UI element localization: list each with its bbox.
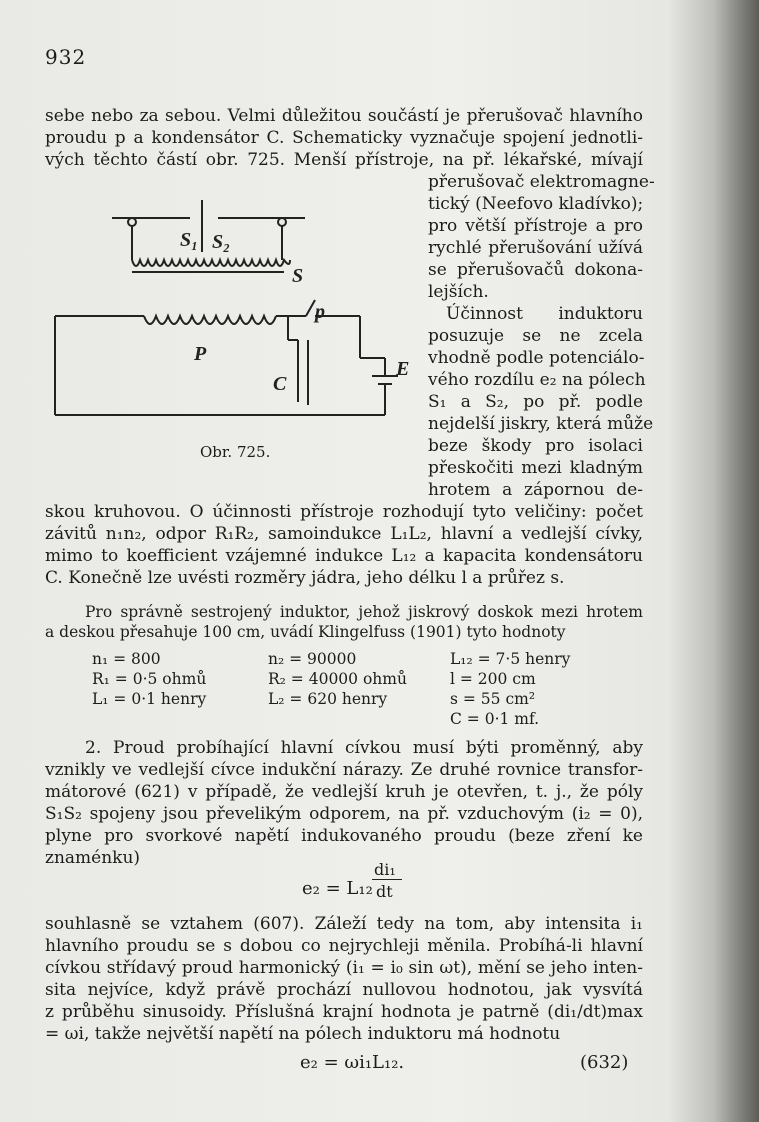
label-p-interrupter: p (315, 301, 325, 323)
label-s2: S₂ (212, 231, 231, 253)
text-line: tický (Neefovo kladívko); (428, 194, 644, 214)
table-cell: l = 200 cm (450, 670, 536, 688)
text-line: lejších. (428, 282, 489, 302)
table-cell: n₁ = 800 (92, 650, 161, 668)
text-line: závitů n₁n₂, odpor R₁R₂, samoindukce L₁L₂, hlavní a vedlejší cívky, (45, 524, 643, 544)
table-cell: L₁₂ = 7·5 henry (450, 650, 571, 668)
text-line: proudu p a kondensátor C. Schematicky vyznačuje spojení jednotli- (45, 128, 643, 148)
text-line: souhlasně se vztahem (607). Záleží tedy na tom, aby intensita i₁ (45, 914, 643, 934)
text-line: z průběhu sinusoidy. Příslušná krajní hodnota je patrně (di₁/dt)max (45, 1002, 643, 1022)
text-line: Pro správně sestrojený induktor, jehož jiskrový doskok mezi hrotem (85, 603, 643, 621)
table-cell: L₁ = 0·1 henry (92, 690, 207, 708)
text-line: plyne pro svorkové napětí indukovaného proudu (beze zření ke (45, 826, 643, 846)
text-line: přerušovač elektromagne- (428, 172, 655, 192)
text-line: = ωi, takže největší napětí na pólech induktoru má hodnotu (45, 1024, 561, 1044)
text-line: hlavního proudu se s dobou co nejrychleji měnila. Probíhá-li hlavní (45, 936, 643, 956)
text-line: skou kruhovou. O účinnosti přístroje rozhodují tyto veličiny: počet (45, 502, 643, 522)
text-line: znaménku) (45, 848, 141, 868)
equation-1-numerator: di₁ (374, 860, 396, 879)
label-s1: S₁ (180, 229, 199, 251)
text-line: beze škody pro isolaci (428, 436, 643, 456)
text-line: mimo to koefficient vzájemné indukce L₁₂ a kapacita kondensátoru (45, 546, 643, 566)
table-cell: R₁ = 0·5 ohmů (92, 670, 207, 688)
text-line: nejdelší jiskry, která může (428, 414, 654, 434)
text-line: rychlé přerušování užívá (428, 238, 643, 258)
label-c: C (273, 373, 287, 395)
text-line: vých těchto částí obr. 725. Menší přístroje, na př. lékařské, mívají (45, 150, 643, 170)
table-cell: L₂ = 620 henry (268, 690, 388, 708)
text-line: 2. Proud probíhající hlavní cívkou musí býti proměnný, aby (85, 738, 643, 758)
table-cell: R₂ = 40000 ohmů (268, 670, 407, 688)
label-p-primary: P (194, 343, 207, 365)
text-line: posuzuje se ne zcela (428, 326, 643, 346)
induction-coil-diagram (40, 190, 430, 430)
figure-caption: Obr. 725. (200, 443, 271, 461)
table-cell: n₂ = 90000 (268, 650, 357, 668)
text-line: a deskou přesahuje 100 cm, uvádí Klingelfuss (1901) tyto hodnoty (45, 623, 566, 641)
text-line: pro větší přístroje a pro (428, 216, 643, 236)
text-line: Účinnost induktoru (446, 304, 643, 324)
text-line: sebe nebo za sebou. Velmi důležitou součástí je přerušovač hlavního (45, 106, 643, 126)
text-line: sita nejvíce, když právě prochází nullovou hodnotou, jak vysvítá (45, 980, 643, 1000)
text-line: S₁S₂ spojeny jsou převelikým odporem, na př. vzduchovým (i₂ = 0), (45, 804, 643, 824)
equation-1-denominator: dt (376, 882, 393, 901)
equation-1-lhs: e₂ = L₁₂ (302, 878, 373, 899)
page-number: 932 (45, 45, 87, 69)
text-line: hrotem a zápornou de- (428, 480, 643, 500)
text-line: přeskočiti mezi kladným (428, 458, 643, 478)
text-line: vého rozdílu e₂ na pólech (428, 370, 646, 390)
text-line: C. Konečně lze uvésti rozměry jádra, jeho délku l a průřez s. (45, 568, 565, 588)
text-line: cívkou střídavý proud harmonický (i₁ = i₀ sin ωt), mění se jeho inten- (45, 958, 643, 978)
equation-number: (632) (580, 1052, 629, 1073)
text-line: S₁ a S₂, po př. podle (428, 392, 643, 412)
equation-2: e₂ = ωi₁L₁₂. (300, 1052, 405, 1073)
label-s: S (292, 265, 304, 287)
text-line: vhodně podle potenciálo- (428, 348, 645, 368)
table-cell: C = 0·1 mf. (450, 710, 540, 728)
text-line: vznikly ve vedlejší cívce indukční nárazy. Ze druhé rovnice transfor- (45, 760, 643, 780)
label-e: E (396, 358, 410, 380)
text-line: se přerušovačů dokona- (428, 260, 643, 280)
text-line: mátorové (621) v případě, že vedlejší kruh je otevřen, t. j., že póly (45, 782, 643, 802)
table-cell: s = 55 cm² (450, 690, 536, 708)
